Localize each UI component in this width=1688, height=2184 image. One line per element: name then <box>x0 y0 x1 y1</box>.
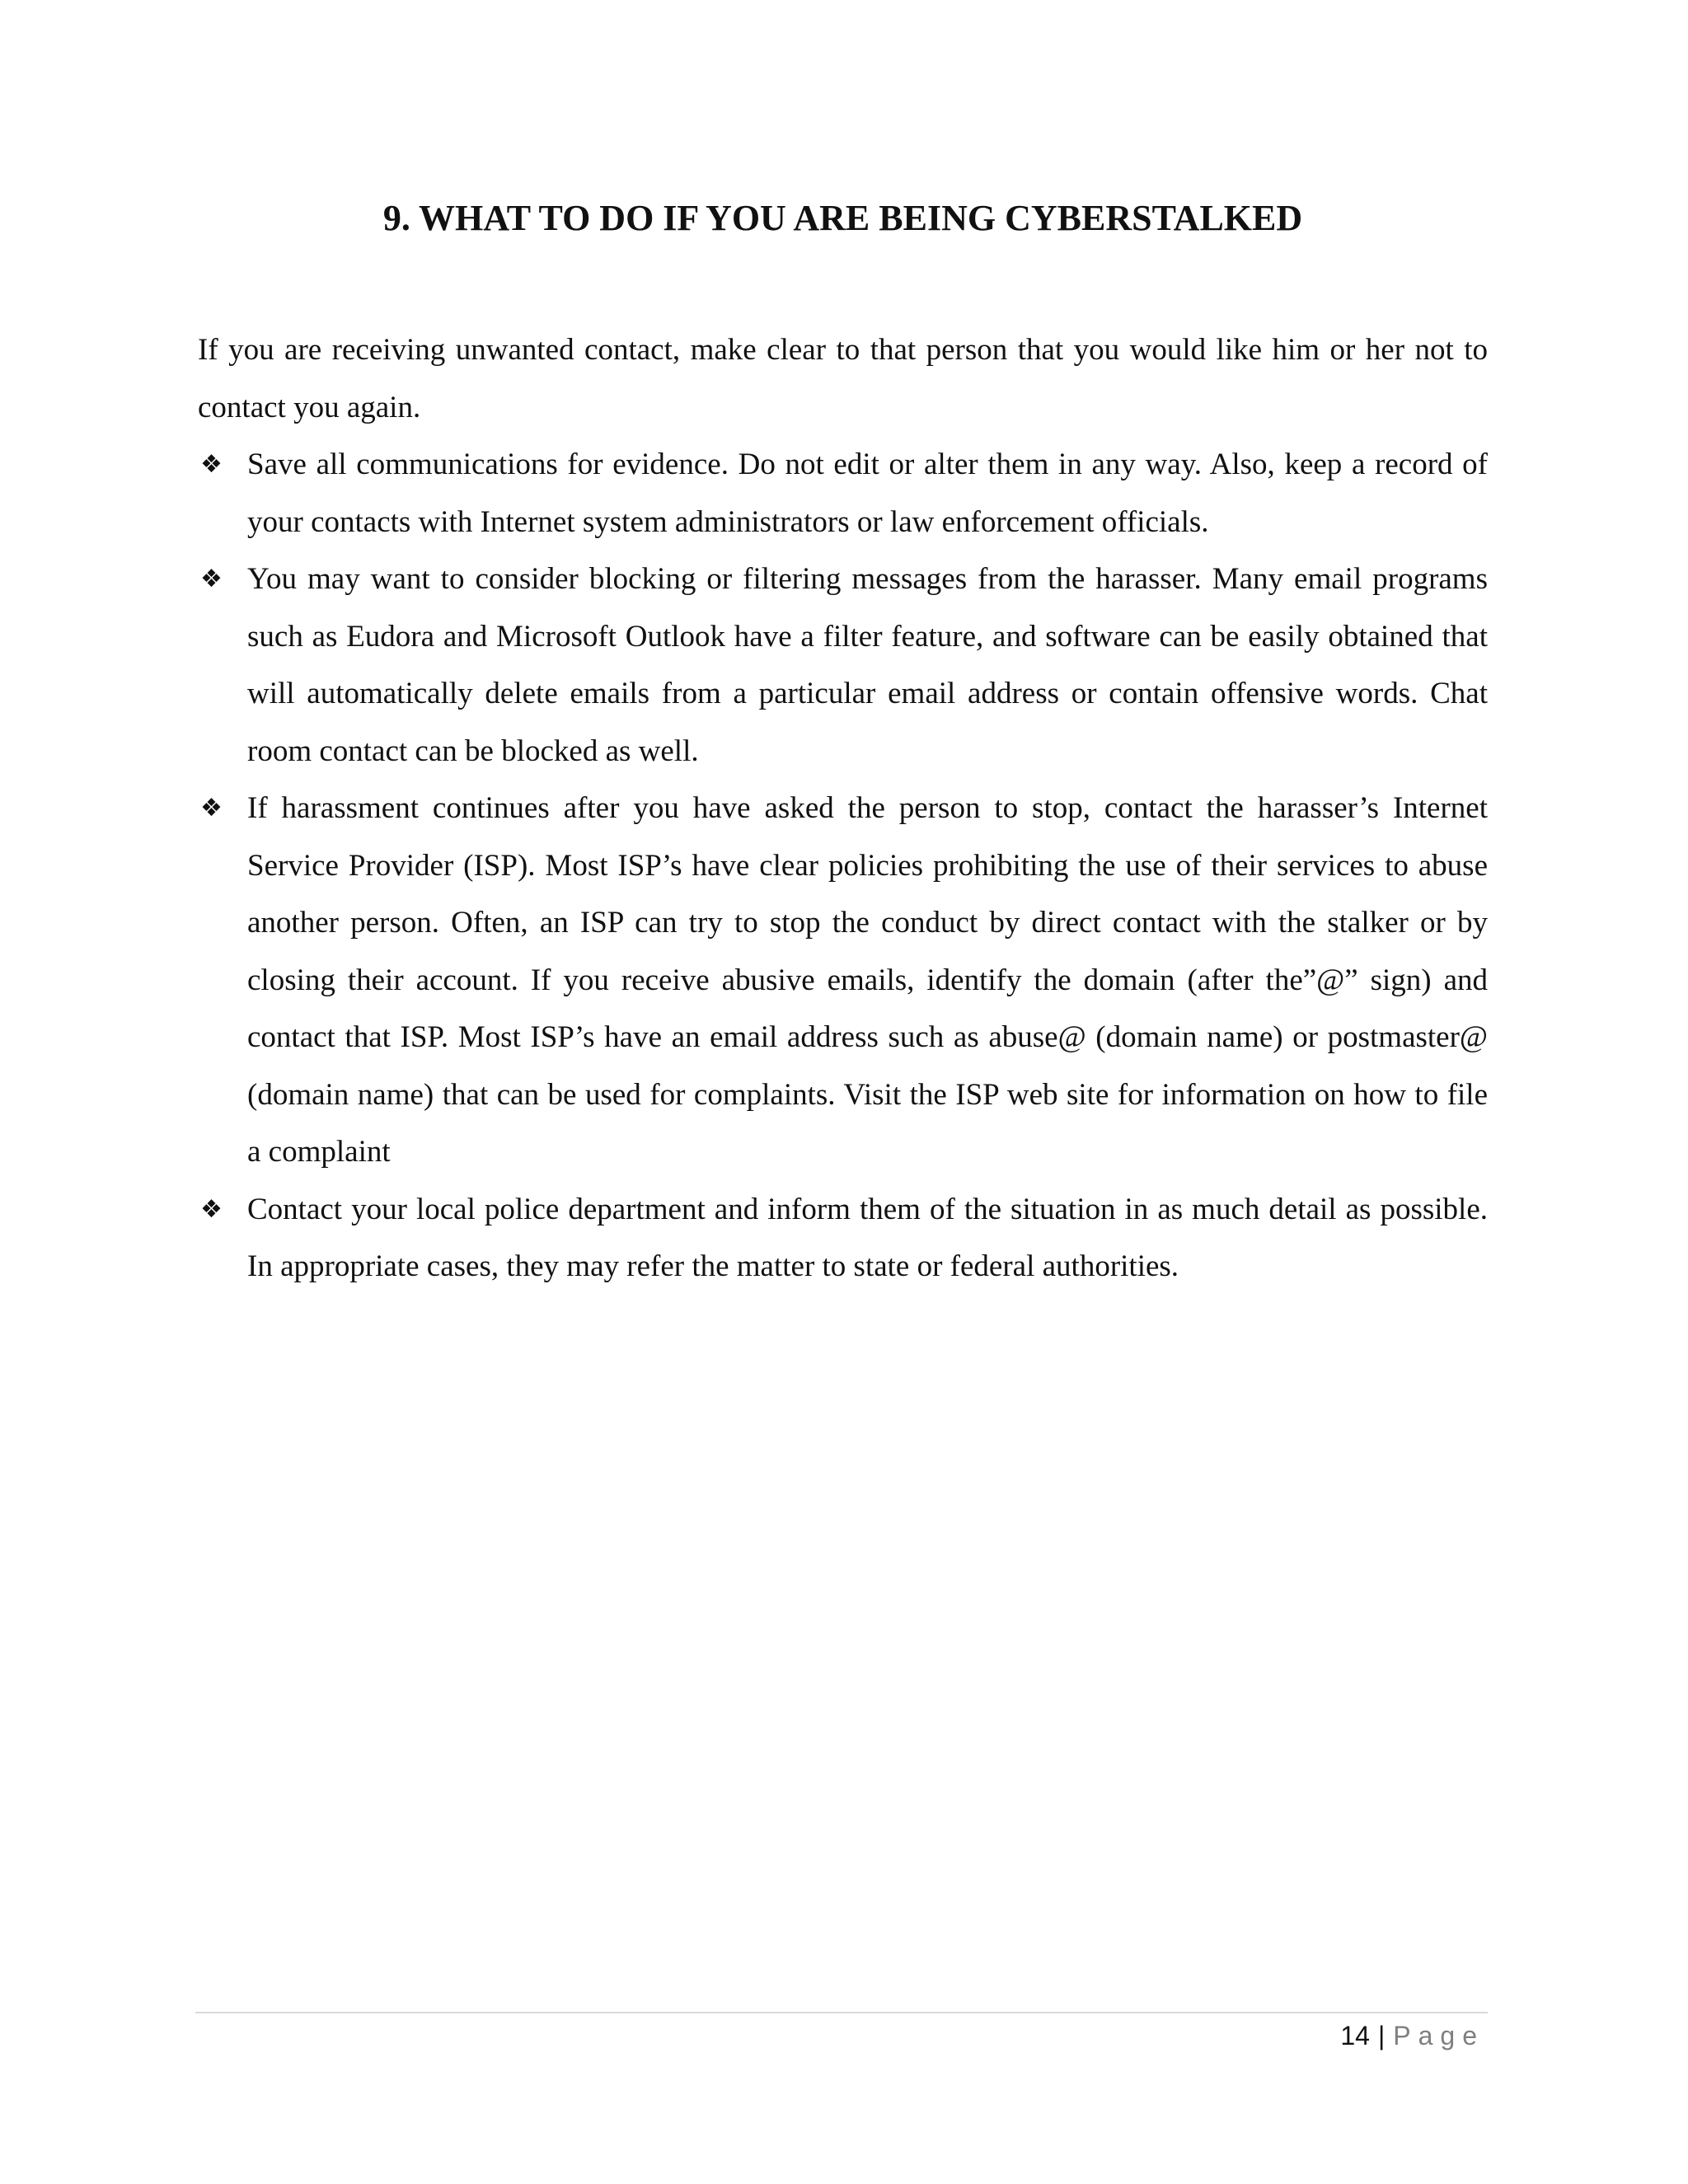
list-item-text: You may want to consider blocking or filtering messages from the harasser. Many email programs such as Eudora and Microsoft Outlook have a filter feature, and software can be easily obtained that will automatically delete emails from a particular email address or contain offensive words. Chat room contact can be blocked as well. <box>247 562 1488 768</box>
page-footer <box>1340 2018 1484 2054</box>
diamond-bullet-icon: ❖ <box>200 450 223 479</box>
page-label: Page <box>1393 2021 1484 2050</box>
list-item-text: Contact your local police department and inform them of the situation in as much detail as possible. In appropriate cases, they may refer the matter to state or federal authorities. <box>247 1192 1488 1283</box>
diamond-bullet-icon: ❖ <box>200 794 223 823</box>
list-item <box>198 436 1488 551</box>
footer-separator: | <box>1377 2021 1386 2050</box>
intro-paragraph: If you are receiving unwanted contact, make clear to that person that you would like him or her not to contact you again. <box>198 333 1488 424</box>
diamond-bullet-icon: ❖ <box>200 565 223 593</box>
footer-divider <box>195 2012 1488 2013</box>
diamond-bullet-icon: ❖ <box>200 1194 223 1224</box>
list-item <box>198 1181 1488 1296</box>
list-item-text: If harassment continues after you have asked the person to stop, contact the harasser’s Internet Service Provider (ISP). Most ISP’s have clear policies prohibiting the use of their services to abuse another person. Often, an ISP can try to stop the conduct by direct contact with the stalker or by closing their account. If you receive abusive emails, identify the domain (after the”@” sign) and contact that ISP. Most ISP’s have an email address such as abuse@ (domain name) or postmaster@ (domain name) that can be used for complaints. Visit the ISP web site for information on how to file a complaint <box>247 791 1488 1169</box>
page-number: 14 <box>1340 2021 1370 2050</box>
list-item-text: Save all communications for evidence. Do not edit or alter them in any way. Also, keep a record of your contacts with Internet system administrators or law enforcement officials. <box>247 448 1488 539</box>
body-content <box>198 321 1488 1296</box>
advice-list <box>198 436 1488 1296</box>
section-heading: 9. WHAT TO DO IF YOU ARE BEING CYBERSTALKED <box>382 198 1303 238</box>
list-item <box>198 780 1488 1181</box>
list-item <box>198 551 1488 780</box>
